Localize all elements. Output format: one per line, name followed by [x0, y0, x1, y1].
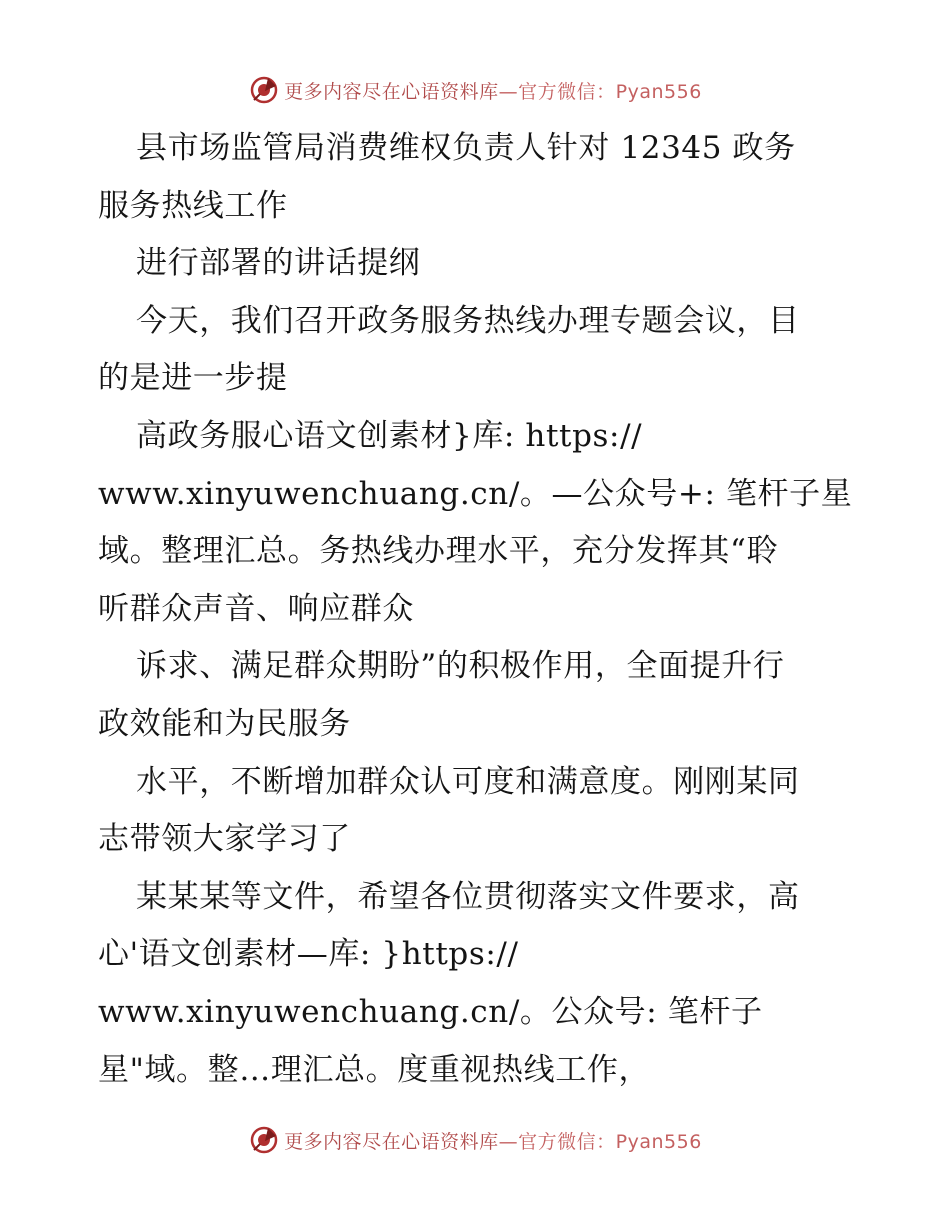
text-line: 的是进一步提	[98, 360, 288, 397]
text-line: 政效能和为民服务	[98, 705, 351, 742]
text-line: 心'语文创素材—库: }https://	[98, 936, 519, 973]
banner-title: 更多内容尽在心语资料库	[284, 80, 499, 103]
footer-banner	[0, 1120, 950, 1160]
text-line: 今天，我们召开政务服务热线办理专题会议，目	[136, 302, 800, 339]
text-line: 县市场监管局消费维权负责人针对 12345 政务	[136, 130, 796, 166]
banner-wechat: —官方微信：Pyan556	[498, 80, 702, 103]
text-line: 域。整理汇总。务热线办理水平，充分发挥其“聆	[98, 533, 779, 570]
text-line: 某某某等文件，希望各位贯彻落实文件要求，高	[136, 878, 800, 915]
text-line: 星"域。整…理汇总。度重视热线工作，	[98, 1051, 651, 1088]
text-line: 水平，不断增加群众认可度和满意度。刚刚某同	[136, 763, 800, 800]
header-banner	[0, 70, 950, 110]
document-body	[98, 120, 858, 1099]
text-line: www.xinyuwenchuang.cn/。公众号: 笔杆子	[98, 993, 763, 1030]
text-line: 志带领大家学习了	[98, 821, 351, 858]
pen-logo-icon	[248, 1124, 280, 1156]
banner-text	[284, 77, 702, 104]
text-line: www.xinyuwenchuang.cn/。—公众号+: 笔杆子星	[98, 475, 853, 512]
pen-logo-icon	[248, 74, 280, 106]
banner-title: 更多内容尽在心语资料库	[284, 1130, 499, 1153]
banner-wechat: —官方微信：Pyan556	[498, 1130, 702, 1153]
text-line: 高政务服心语文创素材}库: https://	[136, 417, 643, 454]
banner-text	[284, 1127, 702, 1154]
text-line: 服务热线工作	[98, 187, 288, 224]
text-line: 进行部署的讲话提纲	[136, 245, 421, 282]
text-line: 诉求、满足群众期盼”的积极作用，全面提升行	[136, 648, 785, 685]
text-line: 听群众声音、响应群众	[98, 590, 414, 627]
